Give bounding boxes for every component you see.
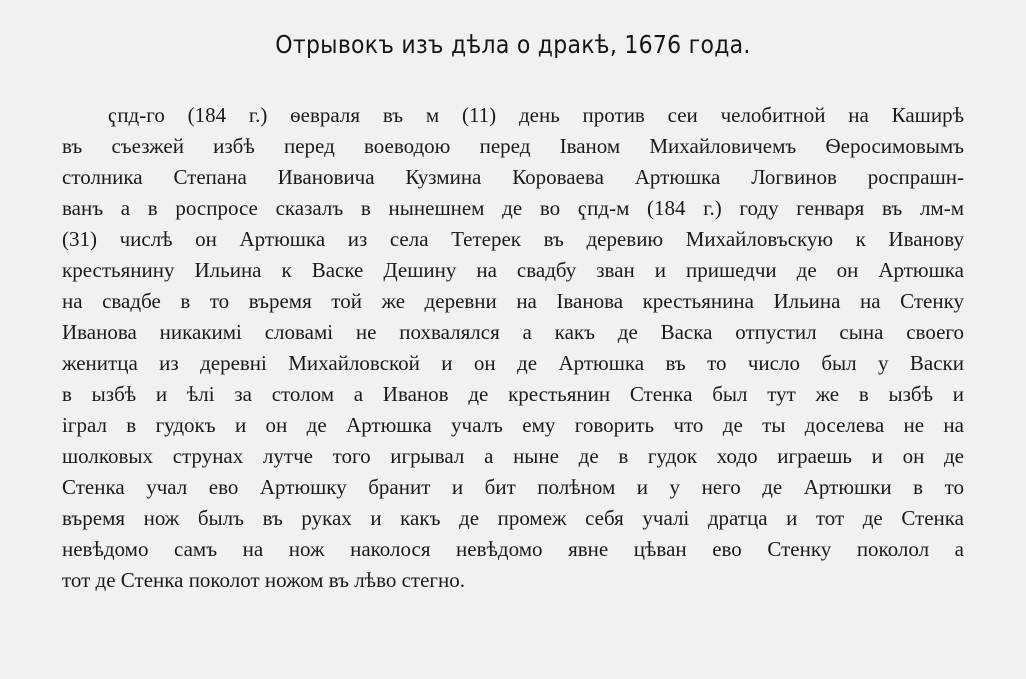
text-line: въремя нож былъ въ руках и какъ де промеж себя учалі дратца и тот де Стенка xyxy=(62,506,964,530)
text-line: въ съезжей избѣ перед воеводою перед Іваном Михайловичемъ Ѳеросимовымъ xyxy=(62,134,964,158)
text-line: на свадбе в то въремя той же деревни на Іванова крестьянина Ильина на Стенку xyxy=(62,289,964,313)
text-line: невѣдомо самъ на нож наколося невѣдомо явне цѣван ево Стенку поколол а xyxy=(62,537,964,561)
text-line: ванъ а в роспросе сказалъ в нынешнем де во ҁпд-м (184 г.) году генваря въ лм-м xyxy=(62,196,964,220)
text-line: крестьянину Ильина к Васке Дешину на свадбу зван и пришедчи де он Артюшка xyxy=(62,258,964,282)
text-line: (31) числѣ он Артюшка из села Тетерек въ деревию Михайловъскую к Иванову xyxy=(62,227,964,251)
text-line: ҁпд-го (184 г.) ѳевраля въ м (11) день против сеи челобитной на Каширѣ xyxy=(108,103,964,127)
text-line: в ызбѣ и ѣлі за столом а Иванов де крестьянин Стенка был тут же в ызбѣ и xyxy=(62,382,964,406)
text-line: Стенка учал ево Артюшку бранит и бит полѣном и у него де Артюшки в то xyxy=(62,475,964,499)
text-line: столника Степана Ивановича Кузмина Короваева Артюшка Логвинов роспрашн- xyxy=(62,165,964,189)
text-line: женитца из деревні Михайловской и он де Артюшка въ то число был у Васки xyxy=(62,351,964,375)
text-line: іграл в гудокъ и он де Артюшка учалъ ему говорить что де ты доселева не на xyxy=(62,413,964,437)
text-line: Иванова никакимі словамі не похвалялся а какъ де Васка отпустил сына своего xyxy=(62,320,964,344)
text-line: тот де Стенка поколот ножом въ лѣво стегно. xyxy=(62,568,466,592)
text-line: шолковых струнах лутче того игрывал а ныне де в гудок ходо играешь и он де xyxy=(62,444,964,468)
document-title: Отрывокъ изъ дѣла о дракѣ, 1676 года. xyxy=(275,30,751,59)
